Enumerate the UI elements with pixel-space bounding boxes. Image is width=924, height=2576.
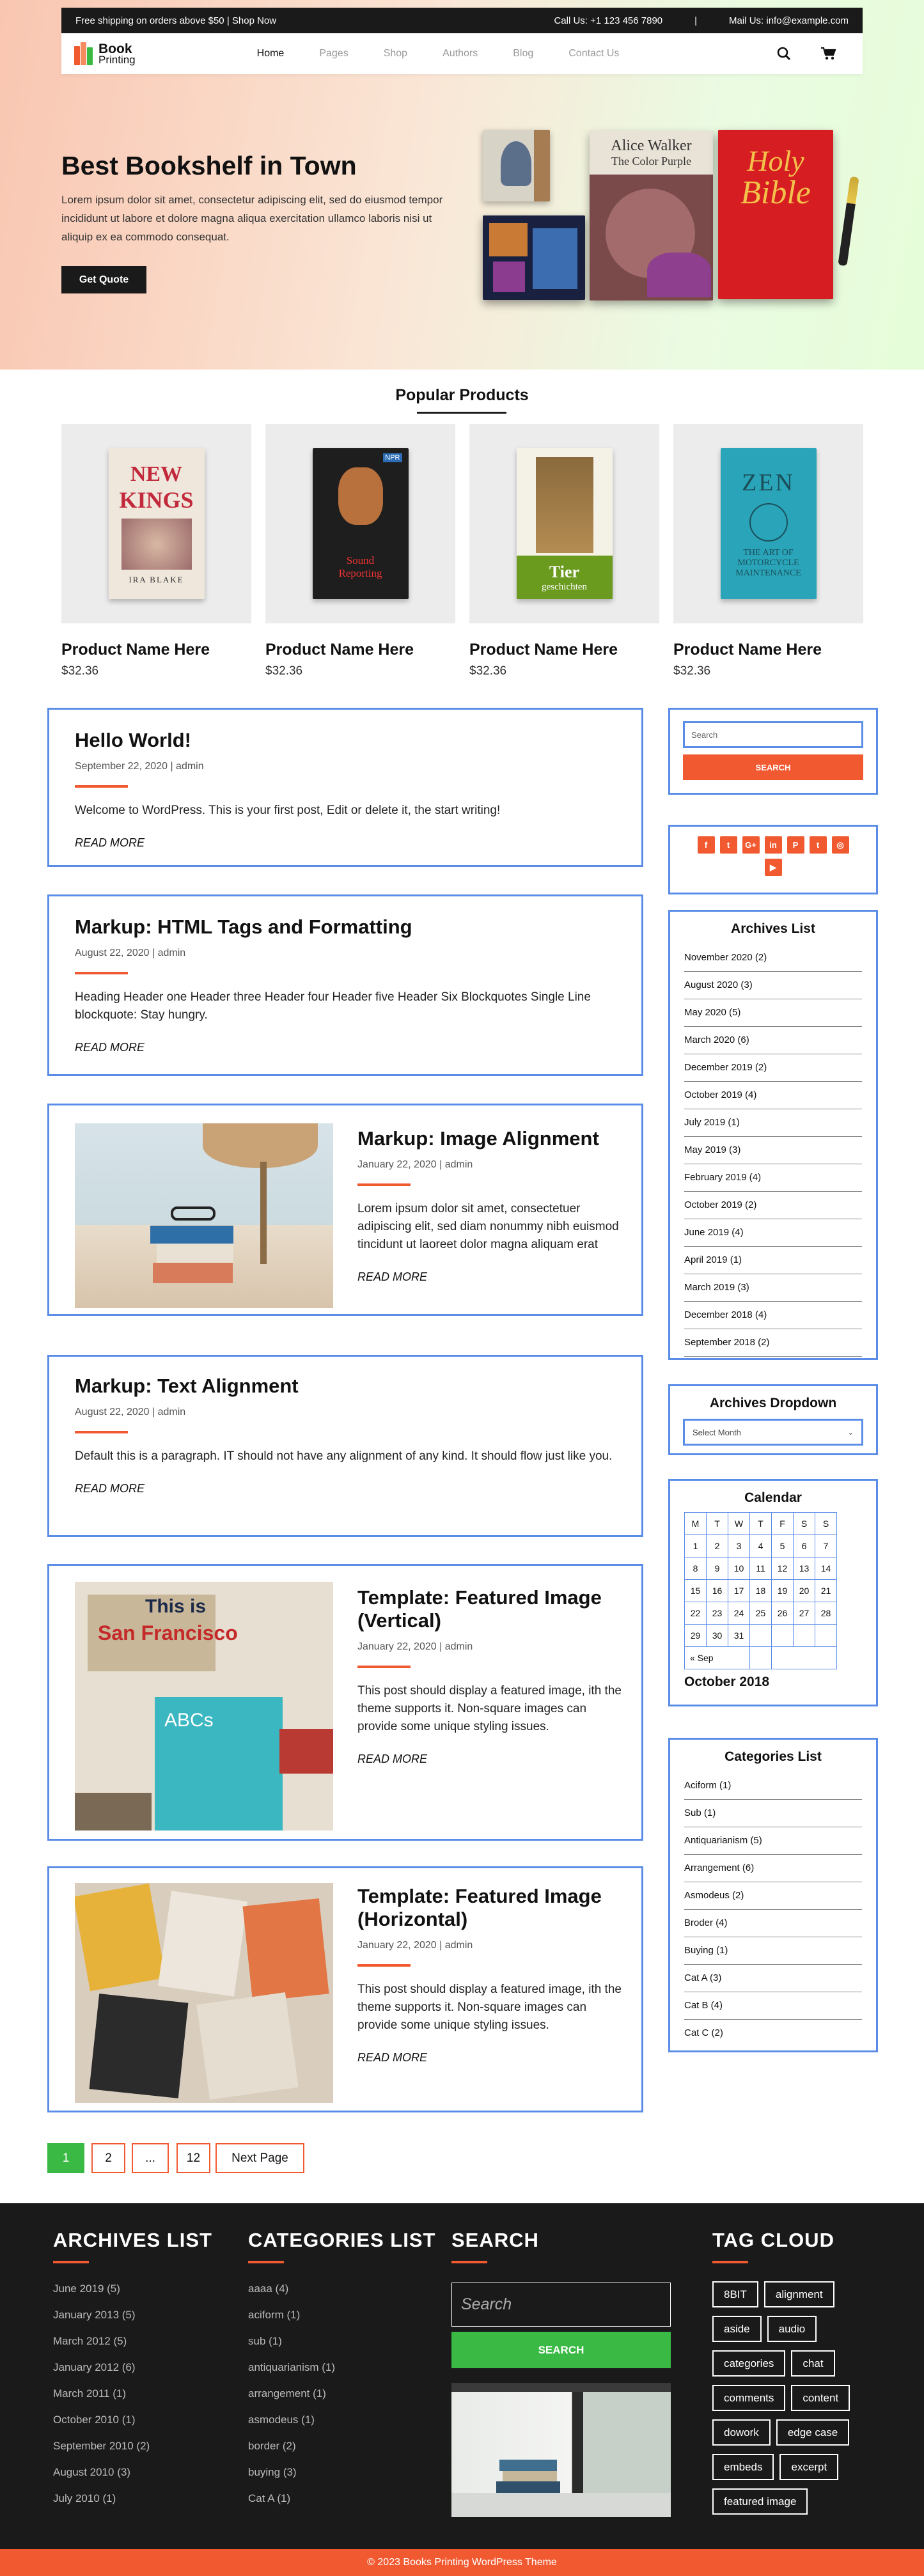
- search-icon[interactable]: [777, 47, 791, 61]
- calendar-day-header: M: [685, 1513, 707, 1535]
- calendar-day: 20: [794, 1580, 815, 1602]
- tag-link[interactable]: aside: [712, 2316, 762, 2342]
- calendar-day-header: T: [750, 1513, 772, 1535]
- image-text: ABCs: [164, 1710, 214, 1731]
- product-card[interactable]: [61, 424, 251, 678]
- footer-archive-link[interactable]: January 2013 (5): [53, 2309, 136, 2321]
- calendar-day: 28: [815, 1602, 837, 1625]
- calendar-widget: [668, 1479, 878, 1706]
- footer-category-link[interactable]: aciform (1): [248, 2309, 301, 2321]
- post-excerpt: Default this is a paragraph. IT should not have any alignment of any kind. It should flow just like you.: [75, 1449, 613, 1463]
- archive-link[interactable]: May 2019 (3): [684, 1137, 862, 1164]
- cover-text: NPR: [383, 453, 402, 462]
- sidebar-search-button[interactable]: SEARCH: [683, 754, 863, 780]
- archive-link[interactable]: July 2019 (1): [684, 1109, 862, 1137]
- tag-link[interactable]: alignment: [764, 2281, 834, 2307]
- copyright-bar: © 2023 Books Printing WordPress Theme: [0, 2549, 924, 2576]
- blog-post: [47, 1104, 643, 1316]
- hero-book-holy: Holy: [747, 144, 804, 177]
- calendar-day-header: F: [772, 1513, 794, 1535]
- post-excerpt: Heading Header one Header three Header four Header five Header Six Blockquotes Single Line blockquote: Stay hungry.: [75, 990, 591, 1022]
- calendar-day: 11: [750, 1557, 772, 1580]
- calendar-day: 14: [815, 1557, 837, 1580]
- footer-underline: [248, 2261, 284, 2263]
- footer-archive-link[interactable]: January 2012 (6): [53, 2361, 136, 2373]
- calendar-day: 17: [728, 1580, 750, 1602]
- calendar-day: 10: [728, 1557, 750, 1580]
- category-link[interactable]: Antiquarianism (5): [684, 1827, 862, 1855]
- hero-book-author: Alice Walker: [611, 137, 692, 154]
- post-excerpt: This post should display a featured image, ith the theme supports it. Non-square images can provide some unique styling issues.: [357, 1983, 622, 2032]
- footer-category-link[interactable]: sub (1): [248, 2335, 282, 2347]
- mail-info[interactable]: Mail Us: info@example.com: [729, 15, 849, 26]
- post-featured-image[interactable]: [75, 1123, 333, 1308]
- nav-blog[interactable]: Blog: [513, 48, 534, 59]
- footer-category-link[interactable]: asmodeus (1): [248, 2414, 315, 2426]
- post-divider: [357, 1964, 411, 1967]
- calendar-day: 6: [794, 1535, 815, 1557]
- tag-link[interactable]: content: [791, 2385, 850, 2411]
- categories-widget: [668, 1738, 878, 2052]
- calendar-day: 5: [772, 1535, 794, 1557]
- product-price: $32.36: [469, 664, 507, 678]
- hero-book-alice-walker: [590, 131, 713, 301]
- calendar-day: 7: [815, 1535, 837, 1557]
- archive-link[interactable]: February 2019 (4): [684, 1164, 862, 1192]
- post-featured-image[interactable]: [75, 1582, 333, 1831]
- tag-link[interactable]: audio: [767, 2316, 817, 2342]
- nav-contact[interactable]: Contact Us: [568, 48, 620, 59]
- post-meta: January 22, 2020 | admin: [357, 1641, 473, 1652]
- calendar-title: Calendar: [744, 1490, 802, 1505]
- book-cover: [721, 448, 817, 599]
- tag-link[interactable]: excerpt: [779, 2454, 838, 2480]
- archive-link[interactable]: May 2020 (5): [684, 999, 862, 1027]
- post-divider: [357, 1666, 411, 1668]
- google-plus-icon[interactable]: G+: [742, 836, 760, 854]
- footer-tag-cloud: [712, 2229, 879, 2523]
- page-2-button[interactable]: 2: [91, 2143, 125, 2173]
- book-cover: [109, 448, 205, 599]
- product-price: $32.36: [673, 664, 711, 678]
- cover-text: ZEN: [742, 469, 795, 496]
- footer-categories-title: CATEGORIES LIST: [248, 2229, 436, 2251]
- calendar-day-header: W: [728, 1513, 750, 1535]
- product-card[interactable]: [673, 424, 863, 678]
- archive-link[interactable]: December 2018 (4): [684, 1302, 862, 1329]
- book-logo-icon: [74, 42, 93, 65]
- calendar-day: 4: [750, 1535, 772, 1557]
- archives-dropdown-title: Archives Dropdown: [709, 1396, 837, 1410]
- hero-section: [0, 0, 924, 370]
- read-more-link[interactable]: READ MORE: [75, 1041, 145, 1054]
- hero-book-title: The Color Purple: [611, 155, 691, 168]
- cover-text: NEW: [130, 462, 183, 486]
- archive-link[interactable]: October 2019 (2): [684, 1192, 862, 1219]
- topbar-divider: |: [694, 15, 698, 26]
- calendar-day: 15: [685, 1580, 707, 1602]
- footer-archive-link[interactable]: October 2010 (1): [53, 2414, 136, 2426]
- post-title[interactable]: Hello World!: [75, 729, 191, 751]
- footer-archive-link[interactable]: March 2012 (5): [53, 2335, 127, 2347]
- calendar-table: [684, 1512, 837, 1669]
- footer-category-link[interactable]: Cat A (1): [248, 2492, 291, 2504]
- tag-link[interactable]: embeds: [712, 2454, 774, 2480]
- hero-pen: [838, 176, 859, 267]
- category-link[interactable]: Buying (1): [684, 1937, 862, 1965]
- post-divider: [75, 972, 128, 974]
- page-12-button[interactable]: 12: [176, 2143, 210, 2173]
- footer-archive-link[interactable]: June 2019 (5): [53, 2283, 120, 2295]
- footer-underline: [53, 2261, 89, 2263]
- calendar-day: 12: [772, 1557, 794, 1580]
- footer-tags-title: TAG CLOUD: [712, 2229, 834, 2251]
- social-widget: [668, 825, 878, 894]
- cover-text: Reporting: [338, 567, 382, 579]
- shipping-notice[interactable]: Free shipping on orders above $50 | Shop Now: [75, 15, 277, 26]
- post-excerpt: Welcome to WordPress. This is your first post, Edit or delete it, the start writing!: [75, 804, 501, 817]
- site-logo[interactable]: [74, 42, 136, 65]
- calendar-day: 3: [728, 1535, 750, 1557]
- product-name[interactable]: Product Name Here: [469, 641, 618, 659]
- product-name[interactable]: Product Name Here: [673, 641, 822, 659]
- post-title[interactable]: Markup: HTML Tags and Formatting: [75, 916, 412, 938]
- chevron-down-icon: ⌄: [847, 1428, 854, 1437]
- product-image[interactable]: [469, 424, 659, 623]
- footer-category-link[interactable]: antiquarianism (1): [248, 2361, 336, 2373]
- twitter-icon[interactable]: t: [720, 836, 737, 854]
- blog-post: [47, 1866, 643, 2112]
- footer-underline: [712, 2261, 748, 2263]
- calendar-prev-link[interactable]: « Sep: [685, 1647, 750, 1669]
- archives-month-select[interactable]: [683, 1419, 863, 1446]
- archive-link[interactable]: November 2020 (2): [684, 944, 862, 972]
- page-ellipsis: ...: [132, 2143, 169, 2173]
- calendar-day: 30: [707, 1625, 728, 1647]
- popular-products-title: Popular Products: [395, 386, 529, 404]
- tag-link[interactable]: dowork: [712, 2419, 771, 2446]
- post-featured-image[interactable]: [75, 1883, 333, 2103]
- archives-dropdown-widget: [668, 1384, 878, 1455]
- read-more-link[interactable]: READ MORE: [357, 1752, 428, 1765]
- footer-category-link[interactable]: border (2): [248, 2440, 296, 2452]
- post-excerpt: This post should display a featured image, ith the theme supports it. Non-square images can provide some unique styling issues.: [357, 1684, 622, 1733]
- top-bar: [61, 8, 863, 33]
- footer-search-title: SEARCH: [451, 2229, 539, 2251]
- product-image[interactable]: [673, 424, 863, 623]
- blog-post: [47, 894, 643, 1076]
- calendar-day: 1: [685, 1535, 707, 1557]
- cover-text: geschichten: [542, 581, 587, 592]
- blog-post: [47, 1564, 643, 1841]
- footer-window-image: [451, 2383, 671, 2517]
- cover-text: Sound: [346, 554, 375, 566]
- next-page-button[interactable]: Next Page: [215, 2143, 304, 2173]
- product-image[interactable]: [61, 424, 251, 623]
- category-link[interactable]: Broder (4): [684, 1910, 862, 1937]
- cover-text: MOTORCYCLE MAINTENANCE: [735, 558, 801, 578]
- post-title[interactable]: Markup: Text Alignment: [75, 1375, 299, 1397]
- archives-title: Archives List: [731, 921, 815, 936]
- category-link[interactable]: Cat A (3): [684, 1965, 862, 1992]
- archive-link[interactable]: March 2019 (3): [684, 1274, 862, 1302]
- category-link[interactable]: Asmodeus (2): [684, 1882, 862, 1910]
- get-quote-button[interactable]: Get Quote: [61, 266, 146, 293]
- category-link[interactable]: Aciform (1): [684, 1772, 862, 1800]
- tag-link[interactable]: edge case: [776, 2419, 849, 2446]
- calendar-day-header: T: [707, 1513, 728, 1535]
- sidebar-search-input[interactable]: Search: [683, 721, 863, 748]
- logo-line1: Book: [98, 42, 132, 56]
- footer-search-button[interactable]: SEARCH: [451, 2332, 671, 2368]
- calendar-day: [750, 1625, 772, 1647]
- youtube-icon[interactable]: ▶: [765, 859, 782, 876]
- cover-text: Tier: [549, 562, 580, 581]
- footer-category-link[interactable]: aaaa (4): [248, 2283, 289, 2295]
- post-meta: January 22, 2020 | admin: [357, 1159, 473, 1170]
- nav-shop[interactable]: Shop: [383, 48, 408, 59]
- post-divider: [357, 1183, 411, 1186]
- calendar-day-header: S: [815, 1513, 837, 1535]
- hero-book-top-left: [483, 130, 550, 201]
- footer-search-input[interactable]: Search: [451, 2283, 671, 2327]
- category-link[interactable]: Sub (1): [684, 1800, 862, 1827]
- image-text: This is: [145, 1596, 207, 1617]
- nav-menu: [257, 48, 620, 59]
- search-widget: [668, 708, 878, 795]
- tag-link[interactable]: chat: [791, 2350, 834, 2377]
- archive-link[interactable]: August 2020 (3): [684, 972, 862, 999]
- archives-widget: [668, 910, 878, 1360]
- linkedin-icon[interactable]: in: [765, 836, 782, 854]
- calendar-day: 22: [685, 1602, 707, 1625]
- product-image[interactable]: [265, 424, 455, 623]
- tag-link[interactable]: featured image: [712, 2488, 808, 2515]
- product-name[interactable]: Product Name Here: [265, 641, 414, 659]
- site-footer: [0, 2203, 924, 2549]
- footer-category-link[interactable]: buying (3): [248, 2466, 297, 2478]
- calendar-day: 8: [685, 1557, 707, 1580]
- calendar-day: 24: [728, 1602, 750, 1625]
- tag-link[interactable]: categories: [712, 2350, 785, 2377]
- archive-link[interactable]: December 2019 (2): [684, 1054, 862, 1082]
- footer-underline: [451, 2261, 487, 2263]
- product-card[interactable]: [265, 424, 455, 678]
- logo-line2: Printing: [98, 54, 136, 66]
- calendar-day: 25: [750, 1602, 772, 1625]
- category-link[interactable]: Cat C (2): [684, 2027, 723, 2038]
- post-meta: August 22, 2020 | admin: [75, 1407, 186, 1417]
- calendar-day: 23: [707, 1602, 728, 1625]
- archive-link[interactable]: June 2019 (4): [684, 1219, 862, 1247]
- post-meta: September 22, 2020 | admin: [75, 761, 204, 772]
- select-value: Select Month: [693, 1427, 741, 1437]
- hero-book-holy-bible: [718, 130, 833, 299]
- category-link[interactable]: Arrangement (6): [684, 1855, 862, 1882]
- product-price: $32.36: [265, 664, 303, 678]
- archives-list: [684, 944, 862, 1357]
- categories-title: Categories List: [724, 1749, 822, 1764]
- product-price: $32.36: [61, 664, 99, 678]
- footer-archives: [53, 2229, 212, 2505]
- nav-authors[interactable]: Authors: [442, 48, 478, 59]
- footer-archive-link[interactable]: August 2010 (3): [53, 2466, 130, 2478]
- archive-link[interactable]: October 2019 (4): [684, 1082, 862, 1109]
- book-cover: [313, 448, 409, 599]
- calendar-day: 21: [815, 1580, 837, 1602]
- call-info: Call Us: +1 123 456 7890: [554, 15, 663, 26]
- post-title[interactable]: Markup: Image Alignment: [357, 1127, 599, 1150]
- footer-archives-title: ARCHIVES LIST: [53, 2229, 212, 2251]
- product-name[interactable]: Product Name Here: [61, 641, 210, 659]
- read-more-link[interactable]: READ MORE: [75, 1482, 145, 1495]
- footer-categories: [248, 2229, 435, 2505]
- footer-archive-link[interactable]: July 2010 (1): [53, 2492, 116, 2504]
- hero-book-bible: Bible: [740, 175, 811, 211]
- footer-category-link[interactable]: arrangement (1): [248, 2387, 326, 2400]
- calendar-day: 31: [728, 1625, 750, 1647]
- archive-link[interactable]: March 2020 (6): [684, 1027, 862, 1054]
- calendar-day: [794, 1625, 815, 1647]
- calendar-day: [772, 1625, 794, 1647]
- category-link[interactable]: Cat B (4): [684, 1992, 862, 2020]
- main-navbar: [61, 33, 863, 74]
- instagram-icon[interactable]: ◎: [832, 836, 849, 854]
- page-1-button[interactable]: 1: [47, 2143, 84, 2173]
- post-divider: [75, 1431, 128, 1433]
- pinterest-icon[interactable]: P: [787, 836, 804, 854]
- image-text: San Francisco: [98, 1621, 238, 1644]
- tumblr-icon[interactable]: t: [810, 836, 827, 854]
- post-meta: August 22, 2020 | admin: [75, 948, 186, 958]
- archive-link[interactable]: April 2019 (1): [684, 1247, 862, 1274]
- read-more-link[interactable]: READ MORE: [75, 836, 145, 849]
- calendar-day: 18: [750, 1580, 772, 1602]
- footer-archive-link[interactable]: March 2011 (1): [53, 2387, 127, 2400]
- calendar-day: 26: [772, 1602, 794, 1625]
- nav-pages[interactable]: Pages: [319, 48, 348, 59]
- blog-post: [47, 708, 643, 867]
- hero-title: Best Bookshelf in Town: [61, 151, 357, 180]
- calendar-day: 16: [707, 1580, 728, 1602]
- post-meta: January 22, 2020 | admin: [357, 1940, 473, 1951]
- tag-link[interactable]: 8BIT: [712, 2281, 758, 2307]
- hero-book-bottom-left: [483, 215, 585, 300]
- blog-post: [47, 1355, 643, 1537]
- calendar-day: [815, 1625, 837, 1647]
- post-title[interactable]: Template: Featured Image (Vertical): [357, 1586, 602, 1632]
- book-cover: [517, 448, 613, 599]
- tag-link[interactable]: comments: [712, 2385, 785, 2411]
- calendar-caption: October 2018: [684, 1674, 770, 1689]
- cover-text: KINGS: [119, 487, 194, 513]
- footer-archive-link[interactable]: September 2010 (2): [53, 2440, 150, 2452]
- post-excerpt: Lorem ipsum dolor sit amet, consectetuer adipiscing elit, sed diam nonummy nibh euismod tincidunt ut laoreet dolor magna aliquam erat: [357, 1202, 619, 1251]
- calendar-day-header: S: [794, 1513, 815, 1535]
- archive-link[interactable]: September 2018 (2): [684, 1329, 862, 1357]
- categories-list: [684, 1772, 862, 2047]
- calendar-day: 13: [794, 1557, 815, 1580]
- cover-text: THE ART OF: [743, 548, 794, 558]
- read-more-link[interactable]: READ MORE: [357, 1270, 428, 1283]
- nav-home[interactable]: Home: [256, 48, 285, 59]
- calendar-day: 27: [794, 1602, 815, 1625]
- cart-icon[interactable]: [820, 47, 836, 61]
- hero-text: Lorem ipsum dolor sit amet, consectetur adipiscing elit, sed do eiusmod tempor incididunt ut labore et dolore magna aliqua exercitation ullamco laboris nisi ut aliquip ex ea commodo consequat.: [61, 194, 443, 243]
- post-title[interactable]: Template: Featured Image (Horizontal): [357, 1885, 602, 1930]
- calendar-day: 19: [772, 1580, 794, 1602]
- read-more-link[interactable]: READ MORE: [357, 2051, 428, 2064]
- calendar-day: 29: [685, 1625, 707, 1647]
- title-underline: [417, 412, 506, 414]
- calendar-day: 9: [707, 1557, 728, 1580]
- cover-text: IRA BLAKE: [129, 575, 184, 584]
- product-card[interactable]: [469, 424, 659, 678]
- post-divider: [75, 785, 128, 788]
- facebook-icon[interactable]: f: [698, 836, 715, 854]
- footer-search: [451, 2229, 671, 2517]
- calendar-day: 2: [707, 1535, 728, 1557]
